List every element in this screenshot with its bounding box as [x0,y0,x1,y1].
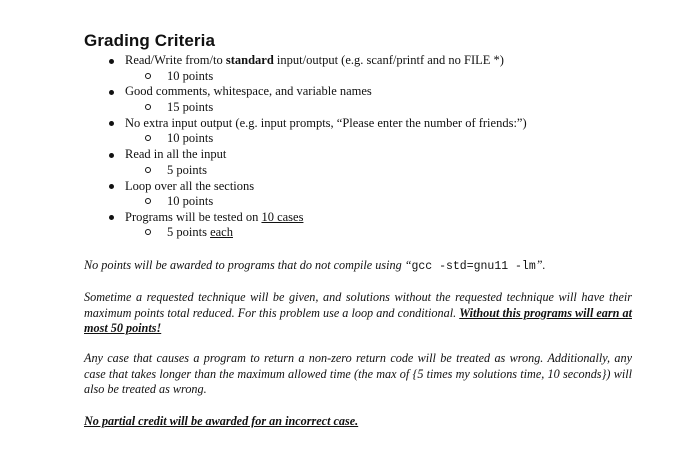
criterion-text: No extra input output (e.g. input prompts, “Please enter the number of friends:”) [125,115,527,130]
bullet-icon [109,90,114,95]
sub-bullet-icon [145,104,151,110]
sub-bullet-icon [145,167,151,173]
partial-credit-note: No partial credit will be awarded for an incorrect case. [84,414,359,428]
criterion-points: 10 points [167,68,214,83]
criterion-points: 5 points [167,162,207,177]
compile-note: No points will be awarded to programs that do not compile using “gcc -std=gnu11 -lm”. [84,258,546,273]
bullet-icon [109,59,114,64]
criterion-text: Good comments, whitespace, and variable names [125,84,372,99]
technique-note: Sometime a requested technique will be given, and solutions without the requested technique will have their maximum points total reduced. For this problem use a loop and conditional. Without this programs will earn at most 50 points! [84,290,632,335]
compile-command: gcc -std=gnu11 -lm [411,260,536,273]
sub-bullet-icon [145,135,151,141]
criterion-points: 15 points [167,99,214,114]
criterion-test-cases [0,210,700,241]
sub-bullet-icon [145,229,151,235]
criterion-points: 5 points each [167,225,233,240]
criterion-read-input [0,147,700,178]
criterion-standard-io [0,53,700,84]
bullet-icon [109,215,114,220]
runtime-note: Any case that causes a program to return a non-zero return code will be treated as wrong. Additionally, any case that takes longer than the maximum allowed time (the max of {5 times my solutions time, 10 seconds}) will also be treated as wrong. [84,351,632,396]
bullet-icon [109,184,114,189]
criterion-emphasis: standard [225,53,274,67]
criterion-style [0,84,700,115]
criterion-text: Read in all the input [125,147,227,162]
bullet-icon [109,121,114,126]
bullet-icon [109,153,114,158]
criterion-text: Programs will be tested on 10 cases [125,209,304,224]
points-underlined: each [210,225,233,240]
criterion-text: Loop over all the sections [125,178,255,193]
sub-bullet-icon [145,198,151,204]
technique-emphasis: Without this programs will earn at most 50 points! [84,305,632,335]
sub-bullet-icon [145,73,151,79]
criterion-points: 10 points [167,131,214,146]
criterion-points: 10 points [167,194,214,209]
criteria-list [0,53,700,241]
page-title: Grading Criteria [84,31,216,50]
criterion-loop-sections [0,179,700,210]
criterion-text: Read/Write from/to standard input/output (e.g. scanf/printf and no FILE *) [125,53,504,67]
criterion-no-extra-io [0,116,700,147]
criterion-underlined: 10 cases [261,209,304,224]
